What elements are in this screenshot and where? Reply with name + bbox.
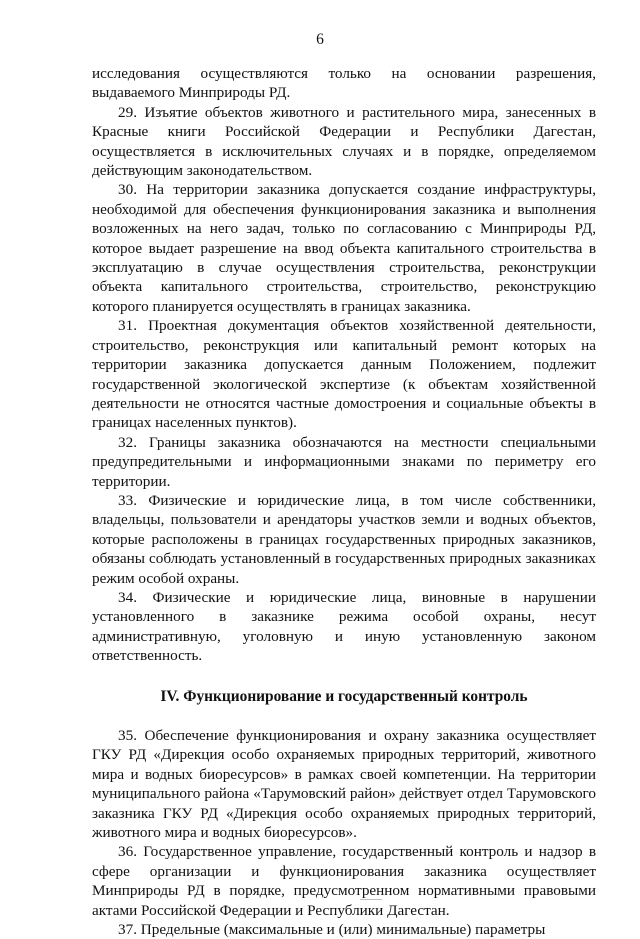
page-number: 6 [316,31,324,48]
section-heading: IV. Функционирование и государственный контроль [160,687,528,705]
paragraph-continuation: исследования осуществляются только на основании разрешения, выдаваемого Минприроды РД. [92,65,596,102]
paragraph-35: 35. Обеспечение функционирования и охрану заказника осуществляет ГКУ РД «Дирекция особо охраняемых природных территорий, животного мира и водных биоресурсов» в рамках своей компетенции. На территории муниципального района «Тарумовский район» действует отдел Тарумовского заказника ГКУ РД «Дирекция особо охраняемых природных территорий, животного мира и водных биоресурсов». [92,727,596,842]
footer-scan-mark [360,899,382,900]
document-body [92,64,596,939]
paragraph-29: 29. Изъятие объектов животного и растительного мира, занесенных в Красные книги Российской Федерации и Республики Дагестан, осуществляется в исключительных случаях и в порядке, определяемом действующим законодательством. [92,103,596,180]
paragraph-32: 32. Границы заказника обозначаются на местности специальными предупредительными и информационными знаками по периметру его территории. [92,433,596,490]
paragraph-30: 30. На территории заказника допускается создание инфраструктуры, необходимой для обеспечения функционирования заказника и выполнения возложенных на него задач, только по согласованию с Минприроды РД, которое выдает разрешение на ввод объекта капитального строительства в эксплуатацию в случае осуществления строительства, реконструкции объекта капитального строительства, строительство, реконструкцию которого планируется осуществлять в границах заказника. [92,181,596,315]
paragraph-37: 37. Предельные (максимальные и (или) минимальные) параметры [118,921,546,939]
paragraph-34: 34. Физические и юридические лица, виновные в нарушении установленного в заказнике режима особой охраны, несут административную, уголовную и иную установленную законом ответственность. [92,588,596,665]
paragraph-31: 31. Проектная документация объектов хозяйственной деятельности, строительство, реконструкция или капитальный ремонт которых на территории заказника допускается данным Положением, подлежит государственной экологической экспертизе (к объектам хозяйственной деятельности не относятся частные домостроения и социальные объекты в границах населенных пунктов). [92,317,596,432]
paragraph-36: 36. Государственное управление, государственный контроль и надзор в сфере организации и функционирования заказника осуществляет Минприроды РД в порядке, предусмотренном нормативными правовыми актами Российской Федерации и Республики Дагестан. [92,843,596,919]
paragraph-33: 33. Физические и юридические лица, в том числе собственники, владельцы, пользователи и арендаторы участков земли и водных объектов, которые расположены в границах государственных природных заказников, обязаны соблюдать установленный в государственных природных заказниках режим особой охраны. [92,491,596,587]
